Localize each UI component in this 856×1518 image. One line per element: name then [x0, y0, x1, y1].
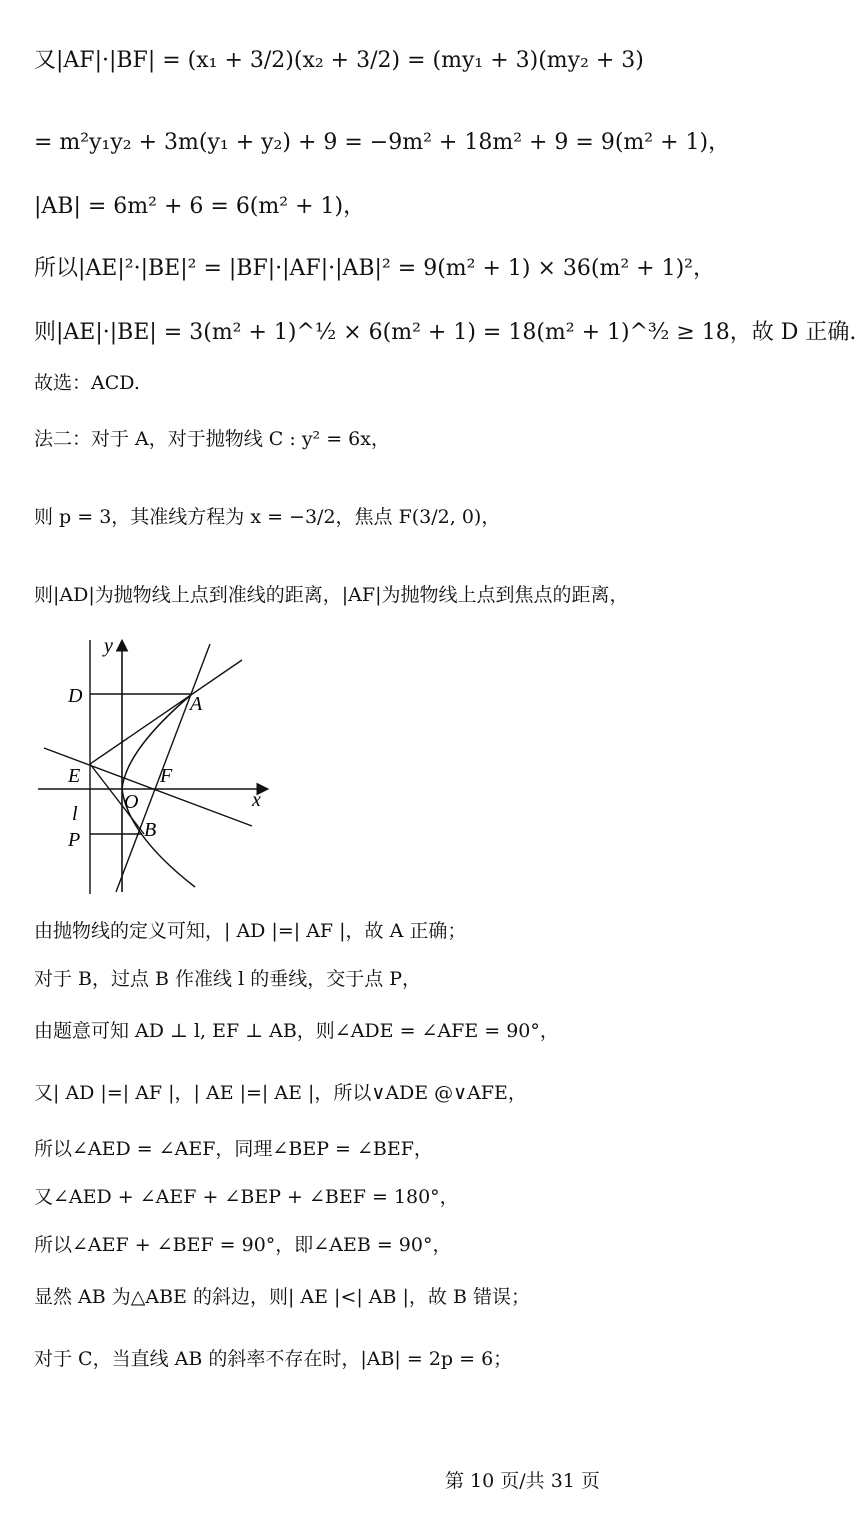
text-line-5: 则|AE|·|BE| = 3(m² + 1)^½ × 6(m² + 1) = 18(m² + 1)^³⁄₂ ≥ 18，故 D 正确. — [34, 320, 856, 345]
label-P: P — [68, 829, 81, 851]
text-line-8: 则 p = 3，其准线方程为 x = −3/2，焦点 F(3/2, 0)， — [34, 506, 501, 528]
text-line-1: 又|AF|·|BF| = (x₁ + 3/2)(x₂ + 3/2) = (my₁ + 3)(my₂ + 3) — [34, 48, 644, 73]
text-line-18: 对于 C，当直线 AB 的斜率不存在时，|AB| = 2p = 6； — [34, 1348, 513, 1370]
text-line-3: |AB| = 6m² + 6 = 6(m² + 1)， — [34, 194, 366, 219]
tangent-EA — [90, 660, 242, 764]
label-A: A — [190, 693, 203, 715]
label-x: x — [252, 789, 261, 811]
text-line-10: 由抛物线的定义可知，| AD |=| AF |，故 A 正确； — [34, 920, 467, 942]
parabola-diagram — [30, 630, 290, 900]
parabola-figure — [30, 630, 290, 900]
label-D: D — [68, 685, 83, 707]
text-line-11: 对于 B，过点 B 作准线 l 的垂线，交于点 P， — [34, 968, 422, 990]
text-line-12: 由题意可知 AD ⊥ l, EF ⊥ AB，则∠ADE = ∠AFE = 90°， — [34, 1020, 559, 1042]
text-line-6: 故选：ACD. — [34, 372, 140, 394]
page-footer: 第 10 页/共 31 页 — [445, 1470, 600, 1492]
label-F: F — [160, 765, 173, 787]
text-line-4: 所以|AE|²·|BE|² = |BF|·|AF|·|AB|² = 9(m² + 1) × 36(m² + 1)²， — [34, 256, 715, 281]
label-B: B — [144, 819, 157, 841]
text-line-7: 法二：对于 A，对于抛物线 C : y² = 6x， — [34, 428, 390, 450]
text-line-2: = m²y₁y₂ + 3m(y₁ + y₂) + 9 = −9m² + 18m² + 9 = 9(m² + 1)， — [34, 130, 731, 155]
label-O: O — [124, 791, 139, 813]
text-line-15: 又∠AED + ∠AEF + ∠BEP + ∠BEF = 180°， — [34, 1186, 459, 1208]
text-line-13: 又| AD |=| AF |，| AE |=| AE |，所以∨ADE @∨AFE， — [34, 1082, 527, 1104]
label-l: l — [72, 803, 78, 825]
text-line-17: 显然 AB 为△ABE 的斜边，则| AE |<| AB |，故 B 错误； — [34, 1286, 530, 1308]
text-line-16: 所以∠AEF + ∠BEF = 90°，即∠AEB = 90°， — [34, 1234, 452, 1256]
label-E: E — [68, 765, 81, 787]
label-y: y — [104, 635, 113, 657]
text-line-14: 所以∠AED = ∠AEF，同理∠BEP = ∠BEF， — [34, 1138, 433, 1160]
text-line-9: 则|AD|为抛物线上点到准线的距离，|AF|为抛物线上点到焦点的距离， — [34, 584, 629, 606]
